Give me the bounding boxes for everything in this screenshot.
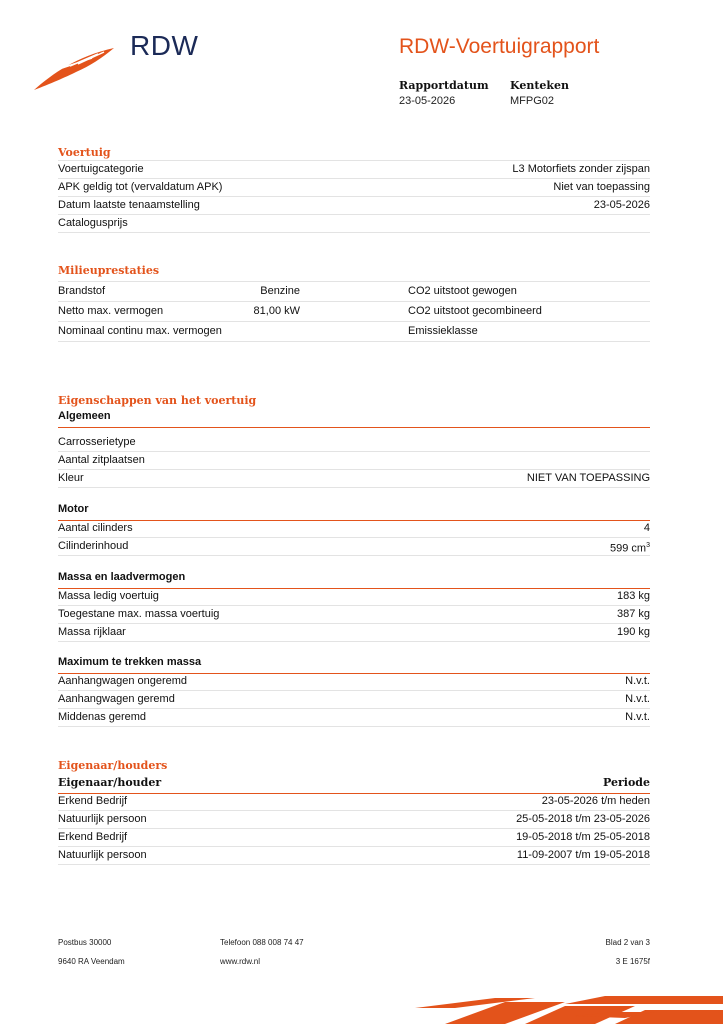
owner-type: Erkend Bedrijf [58,831,128,843]
report-title: RDW-Voertuigrapport [399,35,600,58]
owner-period: 25-05-2018 t/m 23-05-2026 [516,813,650,825]
subsection-title-general: Algemeen [58,410,650,428]
table-row [58,282,650,302]
row-label: APK geldig tot (vervaldatum APK) [58,181,223,193]
row-label: Aantal zitplaatsen [58,454,145,466]
owners-header-row [58,776,650,794]
unit-superscript: 3 [646,542,650,549]
table-row [58,811,650,829]
row-label: Aantal cilinders [58,522,133,534]
row-label-right: CO2 uitstoot gecombineerd [408,305,542,317]
owner-period: 11-09-2007 t/m 19-05-2018 [516,849,650,861]
row-label: Aanhangwagen ongeremd [58,675,188,687]
table-row [58,691,650,709]
footer-city: 9640 RA Veendam [58,957,125,966]
row-label: Middenas geremd [58,711,147,723]
row-value: N.v.t. [625,675,650,687]
table-row [58,452,650,470]
row-value: 190 kg [616,626,650,638]
row-label: Toegestane max. massa voertuig [58,608,220,620]
table-row [58,470,650,488]
row-value: 183 kg [616,590,650,602]
section-title-vehicle: Voertuig [58,146,111,159]
row-value: Niet van toepassing [553,181,650,193]
owner-period: 23-05-2026 t/m heden [541,795,650,807]
table-row [58,538,650,556]
row-label: Cilinderinhoud [58,540,129,552]
section-title-owners: Eigenaar/houders [58,759,168,772]
row-value: 81,00 kW [253,305,300,317]
row-value: 387 kg [616,608,650,620]
footer-document-code: 3 E 1675f [615,957,650,966]
owner-column-header: Eigenaar/houder [58,776,162,789]
row-value: 23-05-2026 [593,199,650,211]
owner-type: Natuurlijk persoon [58,849,147,861]
row-label: Carrosserietype [58,436,136,448]
row-label: Massa rijklaar [58,626,126,638]
vehicle-table [58,160,650,233]
table-row [58,624,650,642]
table-row [58,606,650,624]
row-label: Aanhangwagen geremd [58,693,175,705]
report-date-label: Rapportdatum [399,79,489,92]
row-label: Massa ledig voertuig [58,590,159,602]
engine-table [58,520,650,556]
table-row [58,793,650,811]
row-label: Netto max. vermogen [58,305,164,317]
table-row [58,434,650,452]
row-label-right: Emissieklasse [408,325,478,337]
environment-table [58,281,650,342]
subsection-title-engine: Motor [58,503,650,521]
table-row [58,709,650,727]
towing-table [58,673,650,727]
rdw-feather-logo [32,44,122,94]
row-label-right: CO2 uitstoot gewogen [408,285,517,297]
period-column-header: Periode [603,776,650,789]
footer-phone: Telefoon 088 008 74 47 [220,938,304,947]
section-title-properties: Eigenschappen van het voertuig [58,394,257,407]
row-label: Kleur [58,472,84,484]
rdw-logo-text: RDW [130,30,199,61]
row-label: Catalogusprijs [58,217,128,229]
row-value: N.v.t. [625,711,650,723]
footer-website-link[interactable]: www.rdw.nl [220,957,261,966]
table-row [58,179,650,197]
mass-table [58,588,650,642]
footer-page-number: Blad 2 van 3 [605,938,650,947]
owners-table [58,793,650,865]
table-row [58,302,650,322]
table-row [58,673,650,691]
row-label: Nominaal continu max. vermogen [58,325,222,337]
decorative-stripes-icon [415,994,723,1024]
owner-type: Natuurlijk persoon [58,813,147,825]
row-value: 4 [643,522,650,534]
license-plate-value: MFPG02 [510,95,555,107]
table-row [58,847,650,865]
table-row [58,161,650,179]
row-value: NIET VAN TOEPASSING [526,472,650,484]
owner-type: Erkend Bedrijf [58,795,128,807]
table-row [58,520,650,538]
table-row [58,322,650,342]
license-plate-label: Kenteken [510,79,570,92]
report-date-value: 23-05-2026 [399,95,456,107]
section-title-environment: Milieuprestaties [58,264,160,277]
footer-postbus: Postbus 30000 [58,938,112,947]
row-value: N.v.t. [625,693,650,705]
row-value: Benzine [260,285,300,297]
table-row [58,829,650,847]
row-value: L3 Motorfiets zonder zijspan [512,163,650,175]
owner-period: 19-05-2018 t/m 25-05-2018 [516,831,650,843]
row-label: Datum laatste tenaamstelling [58,199,200,211]
table-row [58,197,650,215]
subsection-title-mass: Massa en laadvermogen [58,571,650,589]
row-value-displacement [610,538,650,557]
row-label: Voertuigcategorie [58,163,144,175]
row-label: Brandstof [58,285,106,297]
table-row [58,215,650,233]
general-table [58,434,650,488]
displacement-value: 599 cm [610,542,647,555]
subsection-title-towing: Maximum te trekken massa [58,656,650,674]
table-row [58,588,650,606]
